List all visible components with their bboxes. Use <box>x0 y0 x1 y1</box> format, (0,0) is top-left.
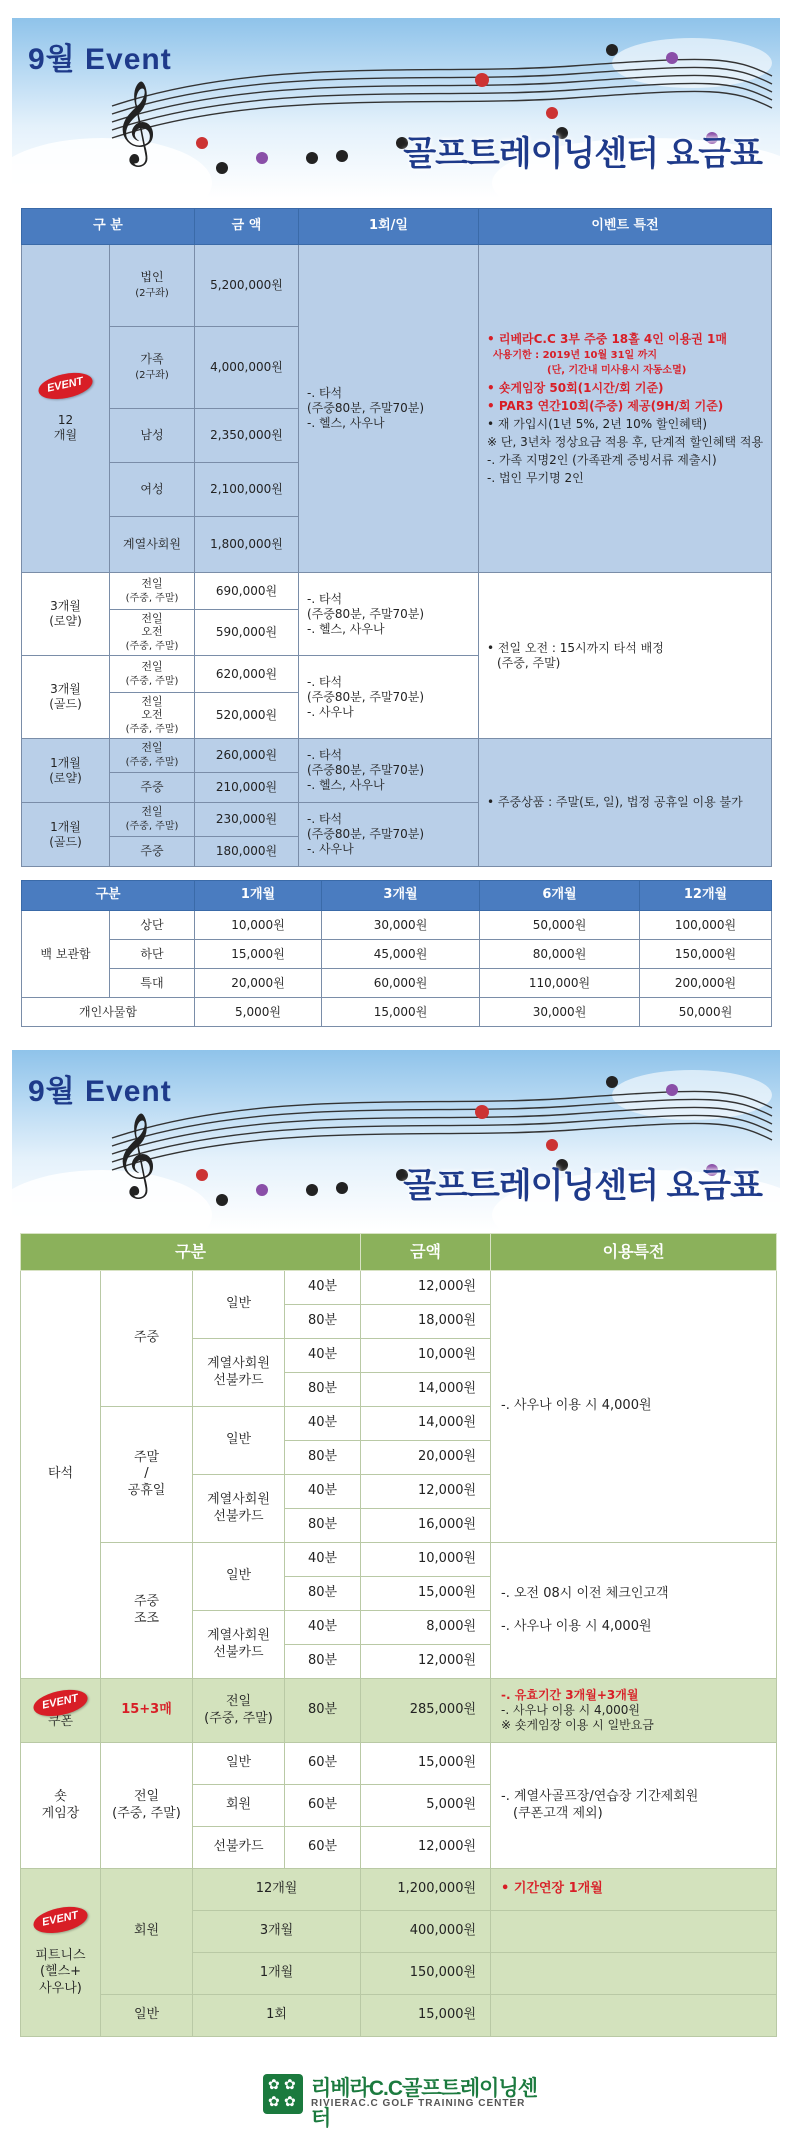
locker-size: 하단 <box>110 940 195 969</box>
price-cell: 2,350,000원 <box>195 409 299 463</box>
price-cell: 1,200,000원 <box>361 1869 491 1911</box>
short-game-member: 선불카드 <box>193 1827 285 1869</box>
header-category: 구 분 <box>22 209 195 245</box>
coupon-count: 15+3매 <box>101 1679 193 1743</box>
general-label: 일반 <box>193 1407 285 1475</box>
event-banner-bottom <box>12 1050 780 1230</box>
personal-locker-label: 개인사물함 <box>22 998 195 1027</box>
affiliate-prepaid-label: 계열사회원 선불카드 <box>193 1475 285 1543</box>
price-cell: 80,000원 <box>480 940 640 969</box>
short-game-member: 회원 <box>193 1785 285 1827</box>
logo-english-name: RIVIERAC.C GOLF TRAINING CENTER <box>311 2098 526 2109</box>
benefit-cell: • 전일 오전 : 15시까지 타석 배정 (주중, 주말) <box>479 573 772 739</box>
duration-80: 80분 <box>285 1441 361 1475</box>
price-cell: 15,000원 <box>322 998 480 1027</box>
period-3-months-gold: 3개월 (골드) <box>22 656 110 739</box>
price-cell: 12,000원 <box>361 1271 491 1305</box>
price-cell: 690,000원 <box>195 573 299 610</box>
price-cell: 110,000원 <box>480 969 640 998</box>
locker-rate-table <box>21 880 772 1027</box>
general-label: 일반 <box>193 1271 285 1339</box>
duration-40: 40분 <box>285 1475 361 1509</box>
price-cell: 20,000원 <box>195 969 322 998</box>
duration-60: 60분 <box>285 1827 361 1869</box>
event-heading: 9월 Event <box>28 1075 172 1108</box>
price-cell: 15,000원 <box>195 940 322 969</box>
duration-60: 60분 <box>285 1743 361 1785</box>
period-label: 12 개월 <box>53 412 78 442</box>
event-badge: EVENT <box>36 369 94 404</box>
duration-80: 80분 <box>285 1679 361 1743</box>
price-cell: 1,800,000원 <box>195 517 299 573</box>
price-cell: 14,000원 <box>361 1373 491 1407</box>
usage-cell: -. 타석 (주중80분, 주말70분) -. 헬스, 사우나 <box>299 739 479 803</box>
short-game-benefit: -. 계열사골프장/연습장 기간제회원 (쿠폰고객 제외) <box>491 1743 777 1869</box>
price-cell: 590,000원 <box>195 610 299 656</box>
price-cell: 18,000원 <box>361 1305 491 1339</box>
header-category: 구분 <box>21 1234 361 1271</box>
period-3-months-royal: 3개월 (로얄) <box>22 573 110 656</box>
general-label: 일반 <box>193 1543 285 1611</box>
period-12-months <box>22 245 110 573</box>
price-cell: 10,000원 <box>195 911 322 940</box>
locker-size: 상단 <box>110 911 195 940</box>
svg-text:𝄞: 𝄞 <box>114 1111 157 1195</box>
period-1-month-gold: 1개월 (골드) <box>22 803 110 867</box>
duration-60: 60분 <box>285 1785 361 1827</box>
riviera-emblem-icon: ✿ ✿ ✿ ✿ <box>263 2074 303 2114</box>
fitness-label: EVENT 피트니스 (헬스+ 사우나) <box>21 1869 101 2037</box>
member-type: 여성 <box>110 463 195 517</box>
price-cell: 150,000원 <box>640 940 772 969</box>
coupon-label: EVENT 쿠폰 <box>21 1679 101 1743</box>
price-cell: 5,000원 <box>195 998 322 1027</box>
price-cell: 100,000원 <box>640 911 772 940</box>
benefit-cell: -. 사우나 이용 시 4,000원 <box>491 1271 777 1543</box>
affiliate-prepaid-label: 계열사회원 선불카드 <box>193 1611 285 1679</box>
price-cell: 8,000원 <box>361 1611 491 1645</box>
price-cell: 210,000원 <box>195 773 299 803</box>
header-3-months: 3개월 <box>322 881 480 911</box>
price-cell: 15,000원 <box>361 1577 491 1611</box>
duration-40: 40분 <box>285 1543 361 1577</box>
duration-40: 40분 <box>285 1407 361 1441</box>
duration-80: 80분 <box>285 1509 361 1543</box>
duration-80: 80분 <box>285 1305 361 1339</box>
price-cell: 12,000원 <box>361 1645 491 1679</box>
affiliate-prepaid-label: 계열사회원 선불카드 <box>193 1339 285 1407</box>
event-badge: EVENT <box>31 1685 89 1720</box>
header-event-benefit: 이벤트 특전 <box>479 209 772 245</box>
empty-cell <box>491 1953 777 1995</box>
header-6-months: 6개월 <box>480 881 640 911</box>
duration-40: 40분 <box>285 1339 361 1373</box>
member-type: 법인 (2구좌) <box>110 245 195 327</box>
member-type: 전일 (주중, 주말) <box>110 803 195 837</box>
price-cell: 260,000원 <box>195 739 299 773</box>
price-cell: 45,000원 <box>322 940 480 969</box>
duration-80: 80분 <box>285 1645 361 1679</box>
driving-bay-label: 타석 <box>21 1271 101 1679</box>
price-cell: 520,000원 <box>195 693 299 739</box>
header-benefit: 이용특전 <box>491 1234 777 1271</box>
rate-table-title: 골프트레이닝센터 요금표 <box>403 135 762 173</box>
price-cell: 620,000원 <box>195 656 299 693</box>
weekend-holiday-label: 주말 / 공휴일 <box>101 1407 193 1543</box>
price-cell: 10,000원 <box>361 1339 491 1373</box>
price-cell: 30,000원 <box>322 911 480 940</box>
member-type: 가족 (2구좌) <box>110 327 195 409</box>
price-cell: 50,000원 <box>480 911 640 940</box>
price-cell: 230,000원 <box>195 803 299 837</box>
price-cell: 12,000원 <box>361 1475 491 1509</box>
member-type: 계열사회원 <box>110 517 195 573</box>
fitness-period: 12개월 <box>193 1869 361 1911</box>
price-cell: 150,000원 <box>361 1953 491 1995</box>
event-badge: EVENT <box>31 1903 89 1938</box>
usage-cell: -. 타석 (주중80분, 주말70분) -. 헬스, 사우나 <box>299 573 479 656</box>
empty-cell <box>491 1911 777 1953</box>
member-type: 전일 (주중, 주말) <box>110 573 195 610</box>
weekday-early-label: 주중 조조 <box>101 1543 193 1679</box>
coupon-benefit: -. 유효기간 3개월+3개월 -. 사우나 이용 시 4,000원 ※ 숏게임장 이용 시 일반요금 <box>491 1679 777 1743</box>
price-cell: 200,000원 <box>640 969 772 998</box>
price-cell: 4,000,000원 <box>195 327 299 409</box>
price-cell: 5,200,000원 <box>195 245 299 327</box>
price-cell: 5,000원 <box>361 1785 491 1827</box>
fitness-period: 1회 <box>193 1995 361 2037</box>
benefit-cell: • 주중상품 : 주말(토, 일), 법정 공휴일 이용 불가 <box>479 739 772 867</box>
price-cell: 2,100,000원 <box>195 463 299 517</box>
rate-table-title: 골프트레이닝센터 요금표 <box>403 1167 762 1205</box>
price-cell: 14,000원 <box>361 1407 491 1441</box>
header-1-month: 1개월 <box>195 881 322 911</box>
header-12-months: 12개월 <box>640 881 772 911</box>
fitness-general-label: 일반 <box>101 1995 193 2037</box>
training-rate-table <box>20 1233 777 2037</box>
price-cell: 12,000원 <box>361 1827 491 1869</box>
fitness-period: 3개월 <box>193 1911 361 1953</box>
price-cell: 20,000원 <box>361 1441 491 1475</box>
header-price: 금 액 <box>195 209 299 245</box>
riviera-logo <box>263 2072 553 2130</box>
member-type: 전일 오전 (주중, 주말) <box>110 693 195 739</box>
price-cell: 60,000원 <box>322 969 480 998</box>
usage-cell: -. 타석 (주중80분, 주말70분) -. 헬스, 사우나 <box>299 245 479 573</box>
member-type: 주중 <box>110 773 195 803</box>
logo-name: 리베라C.C골프트레이닝센터 <box>311 2077 538 2130</box>
usage-cell: -. 타석 (주중80분, 주말70분) -. 사우나 <box>299 656 479 739</box>
duration-40: 40분 <box>285 1611 361 1645</box>
member-type: 남성 <box>110 409 195 463</box>
price-cell: 15,000원 <box>361 1995 491 2037</box>
event-heading: 9월 Event <box>28 43 172 76</box>
price-cell: 16,000원 <box>361 1509 491 1543</box>
short-game-label: 숏 게임장 <box>21 1743 101 1869</box>
locker-size: 특대 <box>110 969 195 998</box>
duration-80: 80분 <box>285 1577 361 1611</box>
fitness-period: 1개월 <box>193 1953 361 1995</box>
fitness-benefit: • 기간연장 1개월 <box>491 1869 777 1911</box>
price-cell: 10,000원 <box>361 1543 491 1577</box>
price-cell: 15,000원 <box>361 1743 491 1785</box>
header-price: 금액 <box>361 1234 491 1271</box>
price-cell: 400,000원 <box>361 1911 491 1953</box>
short-game-member: 일반 <box>193 1743 285 1785</box>
bag-locker-label: 백 보관함 <box>22 911 110 998</box>
member-type: 전일 (주중, 주말) <box>110 656 195 693</box>
benefit-cell: -. 오전 08시 이전 체크인고객 -. 사우나 이용 시 4,000원 <box>491 1543 777 1679</box>
header-usage: 1회/일 <box>299 209 479 245</box>
period-1-month-royal: 1개월 (로얄) <box>22 739 110 803</box>
coupon-type: 전일 (주중, 주말) <box>193 1679 285 1743</box>
price-cell: 180,000원 <box>195 837 299 867</box>
member-type: 전일 오전 (주중, 주말) <box>110 610 195 656</box>
membership-rate-table <box>21 208 772 867</box>
price-cell: 285,000원 <box>361 1679 491 1743</box>
price-cell: 50,000원 <box>640 998 772 1027</box>
duration-40: 40분 <box>285 1271 361 1305</box>
svg-text:𝄞: 𝄞 <box>114 79 157 163</box>
event-banner-top <box>12 18 780 198</box>
empty-cell <box>491 1995 777 2037</box>
member-type: 주중 <box>110 837 195 867</box>
fitness-member-label: 회원 <box>101 1869 193 1995</box>
price-cell: 30,000원 <box>480 998 640 1027</box>
weekday-label: 주중 <box>101 1271 193 1407</box>
duration-80: 80분 <box>285 1373 361 1407</box>
member-type: 전일 (주중, 주말) <box>110 739 195 773</box>
event-benefit-list: • 리베라C.C 3부 주중 18홀 4인 이용권 1매 사용기한 : 2019년 10월 31일 까지 (단, 기간내 미사용시 자동소멸) • 숏게임장 50회(1시간/회 기준) • PAR3 연간10회(주중) 제공(9H/회 기준) • 재 가입시(1년 5%, 2년 10% 할인혜택) ※ 단, 3년차 정상요금 적용 후, 단계적 할인혜택 적용 -. 가족 지명2인 (가족관계 증빙서류 제출시) -. 법인 무기명 2인 <box>479 245 772 573</box>
short-game-type: 전일 (주중, 주말) <box>101 1743 193 1869</box>
header-category: 구분 <box>22 881 195 911</box>
usage-cell: -. 타석 (주중80분, 주말70분) -. 사우나 <box>299 803 479 867</box>
